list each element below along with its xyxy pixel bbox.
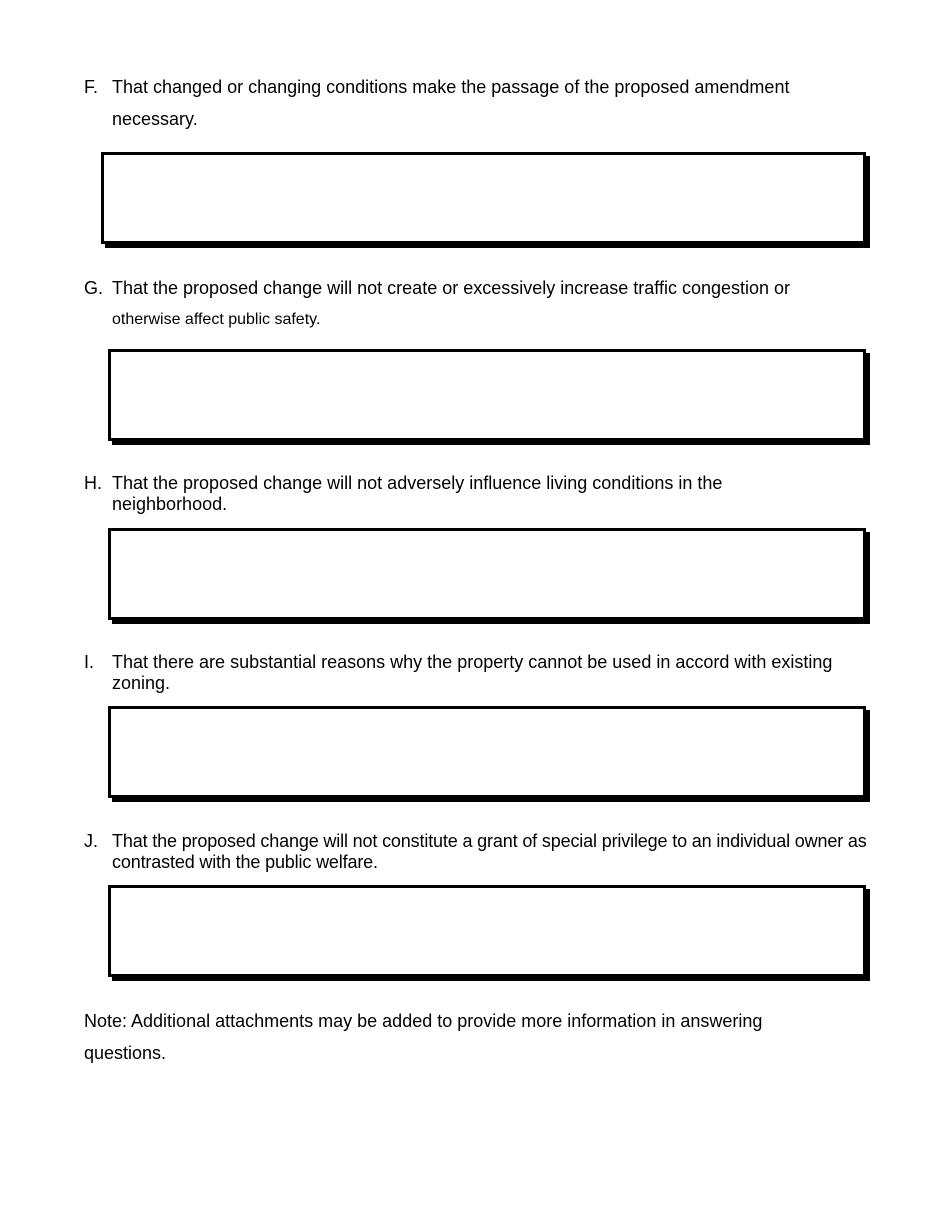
question-g-letter: G. [84,278,104,298]
question-g-text-line1: That the proposed change will not create or excessively increase traffic congestion or [112,278,791,298]
footer-note: Note: Additional attachments may be added to provide more information in answering questions. [84,1011,763,1063]
answer-box-g[interactable] [108,349,866,441]
question-h-text: That the proposed change will not adversely influence living conditions in the neighborhood. [112,473,723,514]
question-j-letter: J. [84,831,99,851]
answer-box-f[interactable] [101,152,866,244]
question-g-text-line2: otherwise affect public safety. [112,311,321,328]
answer-box-i[interactable] [108,706,866,798]
question-f-letter: F. [84,77,99,97]
question-j-text: That the proposed change will not constitute a grant of special privilege to an individual owner as contrasted with the public welfare. [112,831,867,872]
question-h-letter: H. [84,473,102,493]
answer-box-h[interactable] [108,528,866,620]
question-i-text: That there are substantial reasons why the property cannot be used in accord with existing zoning. [112,652,833,693]
question-f [84,71,874,135]
question-j [84,831,874,873]
question-f-text: That changed or changing conditions make the passage of the proposed amendment necessary. [112,77,790,129]
question-g [84,272,874,336]
question-i [84,652,874,694]
answer-box-j[interactable] [108,885,866,977]
question-i-letter: I. [84,652,95,672]
question-h [84,473,874,515]
